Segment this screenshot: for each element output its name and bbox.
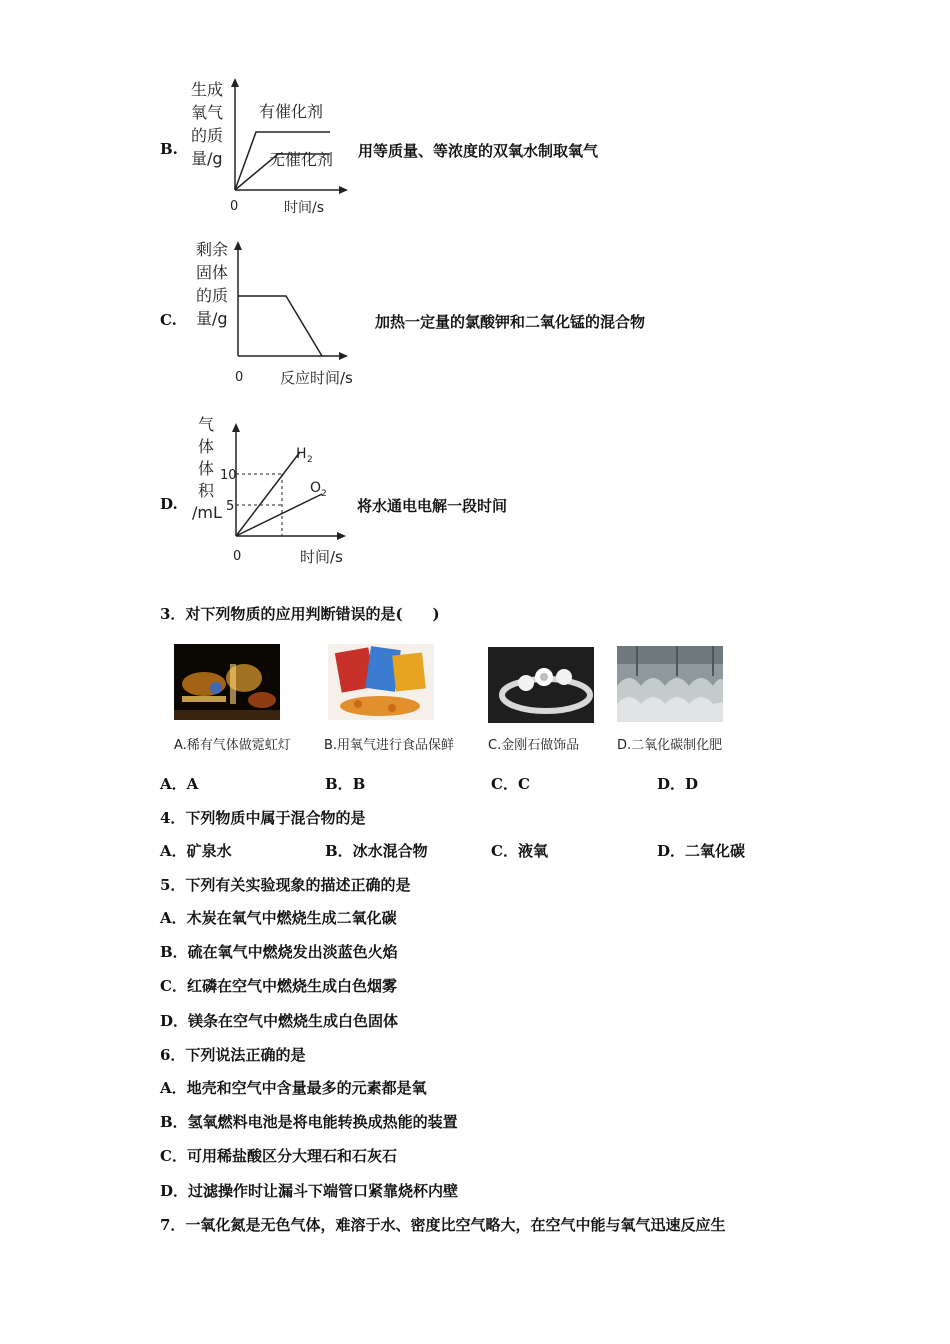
y-axis-arrow — [231, 78, 239, 87]
caption-a: A.稀有气体做霓虹灯 — [174, 738, 291, 753]
h2-subscript: 2 — [307, 455, 313, 465]
option-label: B. — [160, 140, 178, 158]
q3-option-a[interactable]: A．A — [160, 775, 199, 793]
food-bags-photo — [328, 644, 434, 720]
q4-option-b[interactable]: B．冰水混合物 — [325, 842, 428, 860]
q5-option-c[interactable]: C．红磷在空气中燃烧生成白色烟雾 — [160, 977, 397, 995]
q3-option-c[interactable]: C．C — [491, 775, 530, 793]
q6-option-c[interactable]: C．可用稀盐酸区分大理石和石灰石 — [160, 1147, 397, 1165]
h2-line — [236, 452, 300, 536]
question-7-stem: 7．一氧化氮是无色气体，难溶于水、密度比空气略大，在空气中能与氧气迅速反应生 — [160, 1216, 726, 1234]
q6-option-b[interactable]: B．氢氧燃料电池是将电能转换成热能的装置 — [160, 1113, 458, 1131]
origin-label: 0 — [233, 549, 242, 564]
greenhouse-photo — [617, 646, 723, 722]
line-label-with-catalyst: 有催化剂 — [259, 102, 324, 121]
q6-option-a[interactable]: A．地壳和空气中含量最多的元素都是氧 — [160, 1079, 427, 1097]
o2-label: O — [310, 480, 322, 496]
caption-b: B.用氧气进行食品保鲜 — [324, 738, 455, 753]
x-axis-label: 反应时间/s — [280, 369, 353, 387]
mass-curve — [238, 296, 322, 356]
o2-subscript: 2 — [321, 489, 327, 499]
q5-option-d[interactable]: D．镁条在空气中燃烧生成白色固体 — [160, 1012, 399, 1030]
tick-label-10: 10 — [220, 468, 237, 483]
q4-option-d[interactable]: D．二氧化碳 — [657, 842, 746, 860]
q6-option-d[interactable]: D．过滤操作时让漏斗下端管口紧靠烧杯内壁 — [160, 1182, 459, 1200]
neon-lights-photo — [174, 644, 280, 720]
residual-solid-mass-graph — [224, 236, 374, 388]
q3-option-b[interactable]: B．B — [325, 775, 366, 793]
graph-y-axis-label: 生成 氧气 的质 量/g — [191, 80, 224, 168]
q4-option-a[interactable]: A．矿泉水 — [160, 842, 232, 860]
option-b-description: 用等质量、等浓度的双氧水制取氧气 — [358, 142, 599, 160]
q3-option-d[interactable]: D．D — [657, 775, 699, 793]
diamond-ring-photo — [488, 647, 594, 723]
graph-y-axis-label: 气 体 体 积 /mL — [192, 415, 222, 522]
q5-option-b[interactable]: B．硫在氧气中燃烧发出淡蓝色火焰 — [160, 943, 398, 961]
question-5-stem: 5．下列有关实验现象的描述正确的是 — [160, 876, 411, 894]
line-label-without-catalyst: 无催化剂 — [269, 150, 334, 169]
caption-d: D.二氧化碳制化肥 — [617, 738, 723, 753]
o2-line — [236, 494, 322, 536]
q5-option-a[interactable]: A．木炭在氧气中燃烧生成二氧化碳 — [160, 909, 397, 927]
catalyst-oxygen-graph — [220, 74, 360, 214]
question-3-stem: 3．对下列物质的应用判断错误的是( ) — [160, 605, 440, 623]
option-c-description: 加热一定量的氯酸钾和二氧化锰的混合物 — [375, 313, 646, 331]
y-axis-arrow — [234, 241, 242, 250]
question-6-stem: 6．下列说法正确的是 — [160, 1046, 306, 1064]
y-axis-arrow — [232, 423, 240, 432]
option-label: D. — [160, 495, 178, 513]
x-axis-arrow — [337, 532, 346, 540]
tick-label-5: 5 — [226, 499, 235, 514]
x-axis-label: 时间/s — [284, 200, 325, 214]
x-axis-arrow — [339, 352, 348, 360]
question-4-stem: 4．下列物质中属于混合物的是 — [160, 809, 366, 827]
graph-y-axis-label: 剩余 固体 的质 量/g — [196, 240, 229, 328]
x-axis-label: 时间/s — [300, 548, 343, 566]
x-axis-arrow — [339, 186, 348, 194]
q4-option-c[interactable]: C．液氧 — [491, 842, 548, 860]
origin-label: 0 — [230, 199, 239, 214]
origin-label: 0 — [235, 370, 244, 385]
h2-label: H — [296, 446, 307, 462]
option-label: C. — [160, 311, 177, 329]
option-d-description: 将水通电电解一段时间 — [357, 497, 508, 515]
electrolysis-gas-volume-graph — [212, 418, 362, 568]
caption-c: C.金刚石做饰品 — [488, 738, 580, 753]
